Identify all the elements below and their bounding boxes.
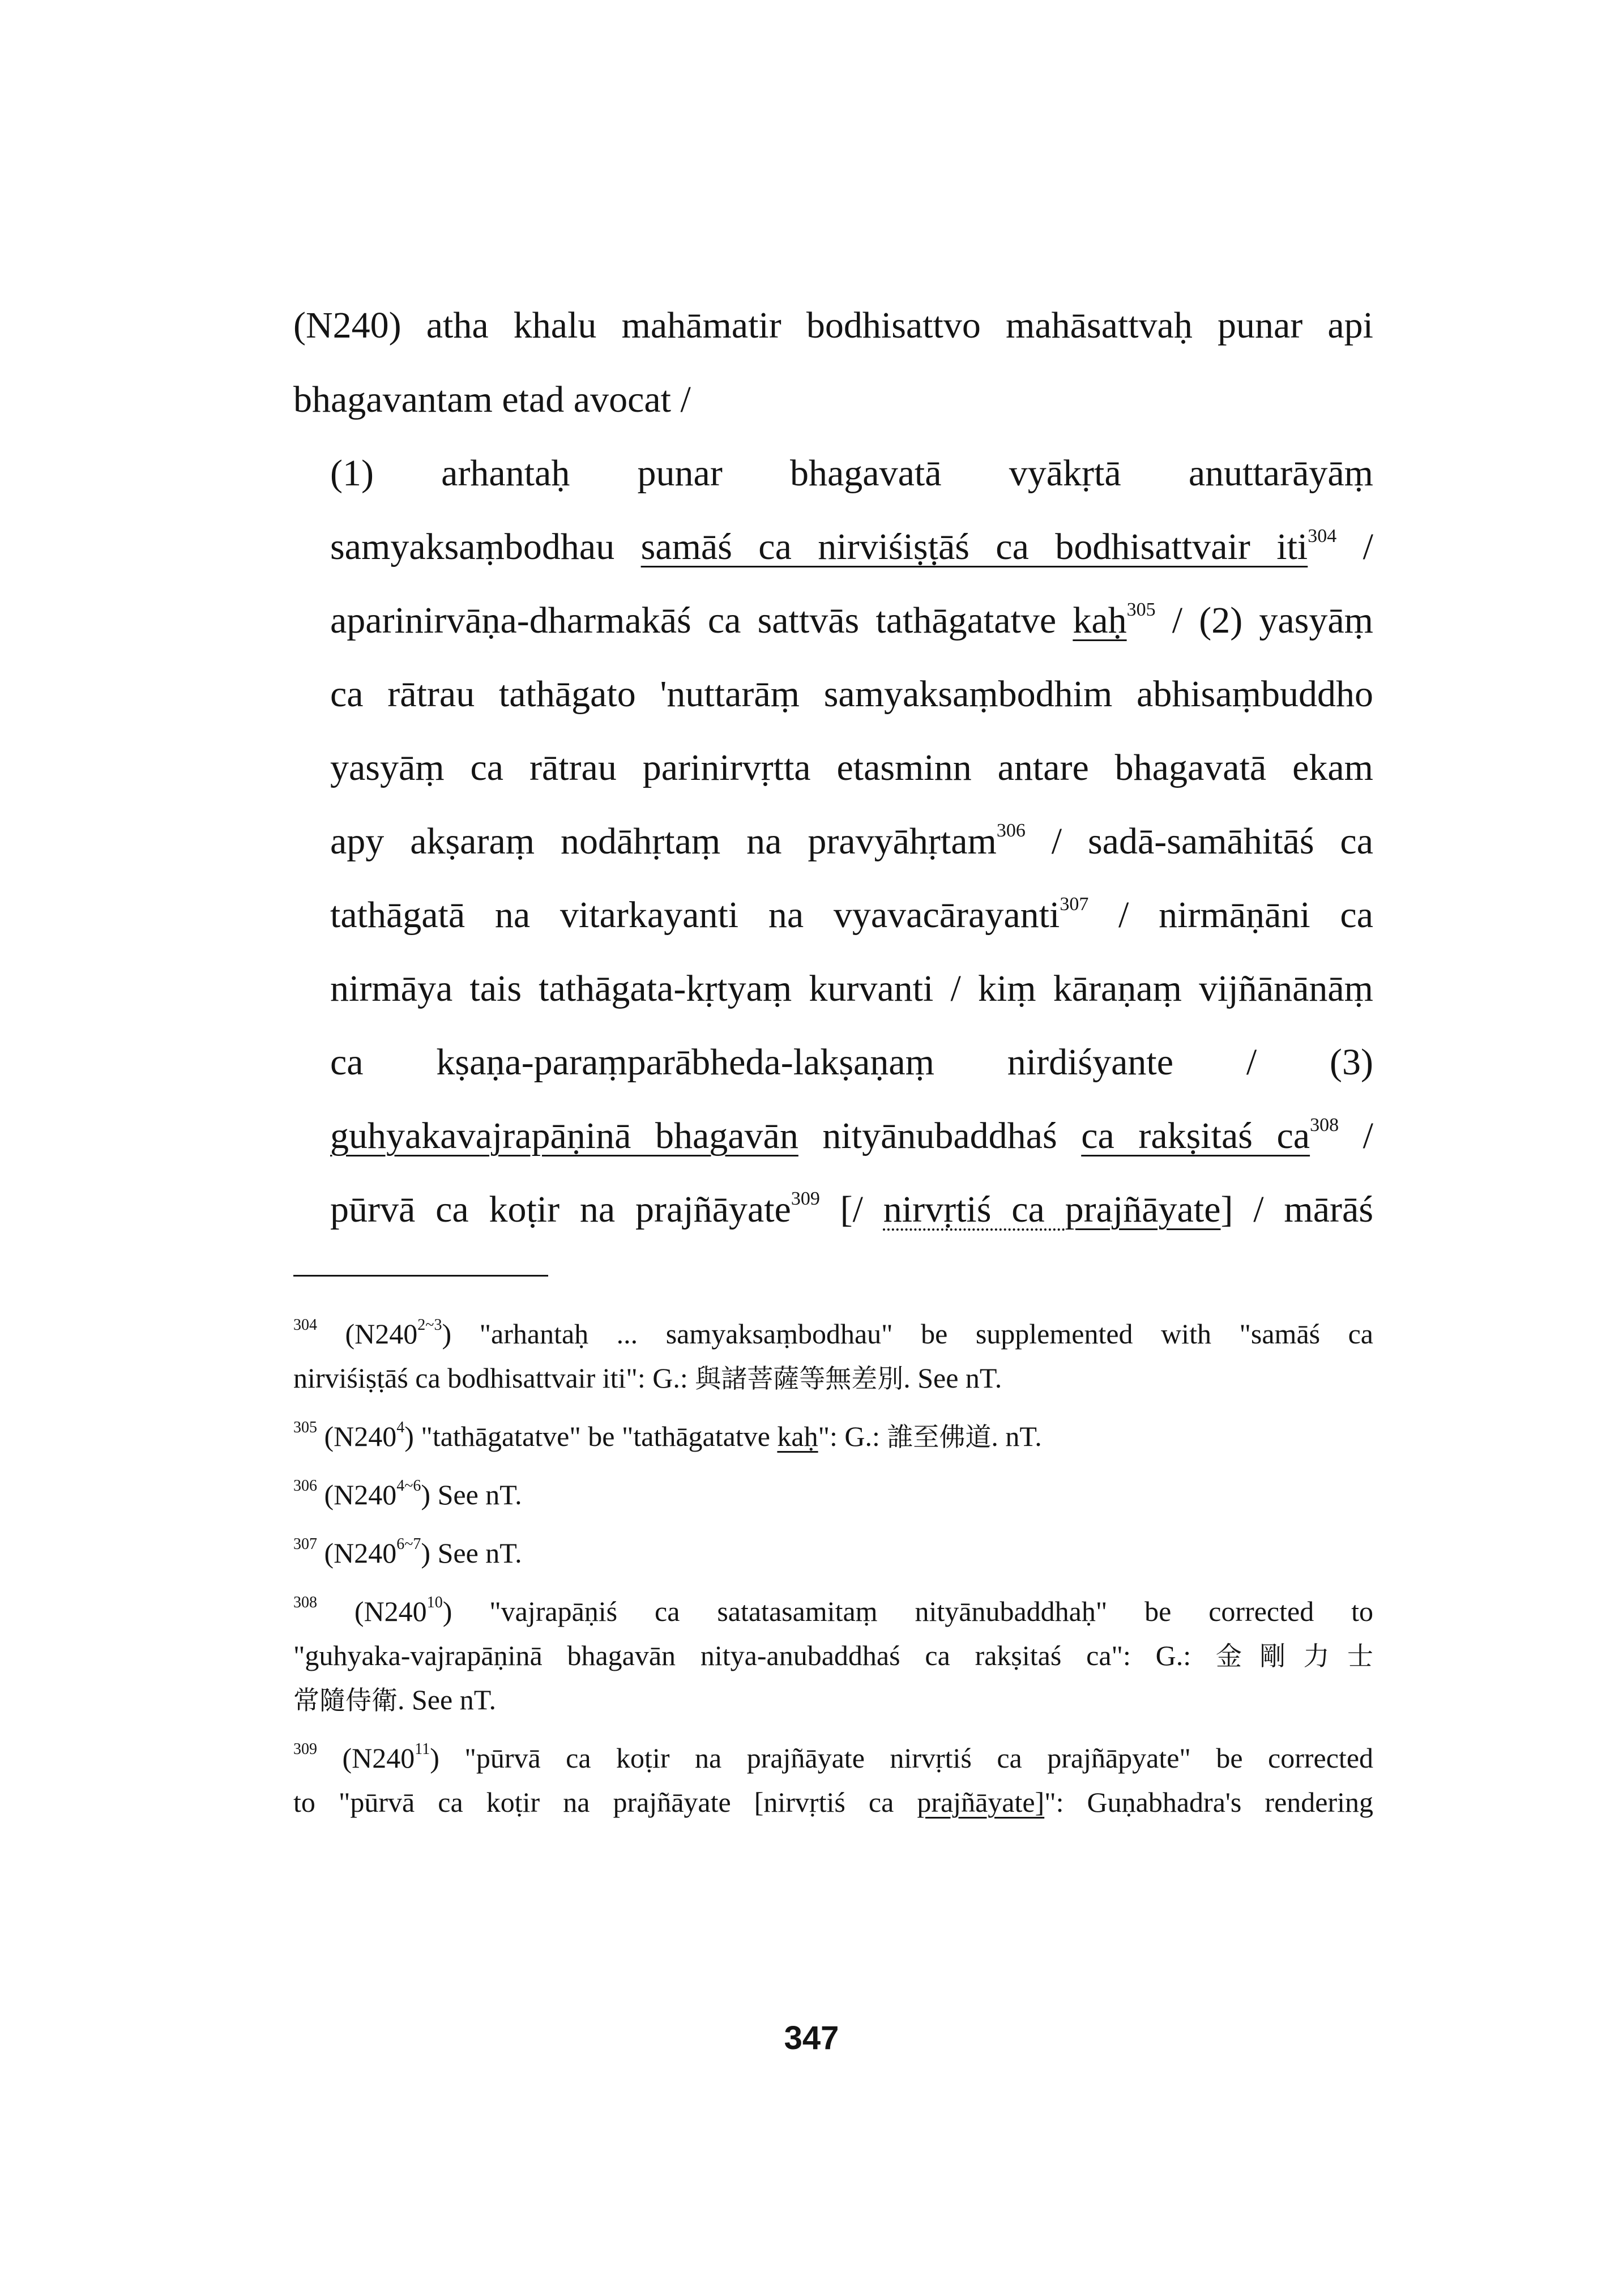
main-line-6: ca rātrau tathāgato 'nuttarāṃ samyaksaṃbodhim abhisaṃbuddho	[330, 673, 1373, 715]
footnote-line: to "pūrvā ca koṭir na prajñāyate [nirvṛtiś ca prajñāyate]": Guṇabhadra's rendering	[293, 1786, 1373, 1818]
underlined-phrase: prajñāyate	[1065, 1189, 1221, 1230]
footnote-line: $^{304}$ $(N240^{2\sim 3})$ "arhantaḥ ... samyaksaṃbodhau" be supplemented with "samāś ca	[293, 1316, 1374, 1350]
footnote-ref-306: 306	[996, 820, 1026, 841]
footnote-line: $^{307}$ $(N240^{6\sim 7})$ See nT.	[293, 1535, 522, 1569]
main-line-13: pūrvā ca koṭir na prajñāyate$^{309}$ [/ nirvṛtiś ca prajñāyate] / mārāś	[330, 1188, 1373, 1230]
footnote-ref-307: 307	[1060, 894, 1089, 915]
footnote-line: "guhyaka-vajrapāṇinā bhagavān nitya-anubaddhaś ca rakṣitaś ca": G.: 金剛力士	[293, 1640, 1374, 1671]
footnote-ref-304: 304	[1308, 526, 1337, 547]
main-line-9: tathāgatā na vitarkayanti na vyavacārayanti$^{307}$ / nirmāṇāni ca	[330, 894, 1373, 936]
dotted-underlined-phrase: nirvṛtiś ca	[883, 1189, 1065, 1230]
footnote-ref-308: 308	[1310, 1115, 1339, 1136]
footnote-separator	[293, 1275, 548, 1277]
footnote-line: nirviśiṣṭāś ca bodhisattvair iti": G.: 與諸菩薩等無差別. See nT.	[293, 1362, 1002, 1394]
main-line-4: samyaksaṃbodhau samāś ca nirviśiṣṭāś ca bodhisattvair iti$^{304}$ /	[330, 526, 1373, 567]
footnote-line: $^{309}$ $(N240^{11})$ "pūrvā ca koṭir na prajñāyate nirvṛtiś ca prajñāpyate" be corrected	[293, 1740, 1374, 1774]
footnote-ref-305: 305	[1126, 599, 1156, 620]
footnote-ref-309: 309	[791, 1188, 820, 1209]
main-line-5: aparinirvāṇa-dharmakāś ca sattvās tathāgatatve kaḥ$^{305}$ / (2) yasyāṃ	[330, 599, 1373, 641]
underlined-phrase: guhyakavajrapāṇinā bhagavān	[330, 1115, 798, 1156]
main-line-1: (N240) atha khalu mahāmatir bodhisattvo mahāsattvaḥ punar api	[293, 305, 1373, 346]
footnote-line: 常隨侍衛. See nT.	[293, 1684, 497, 1715]
main-line-12: guhyakavajrapāṇinā bhagavān nityānubaddhaś ca rakṣitaś $ca^{308}$ /	[330, 1115, 1373, 1156]
main-line-2: bhagavantam etad avocat /	[293, 379, 691, 420]
footnote-line: $^{306}$ $(N240^{4\sim 6})$ See nT.	[293, 1477, 522, 1510]
footnote-line: $^{305}$ $(N240^4)$ "tathāgatatve" be "tathāgatatve kaḥ": G.: 誰至佛道. nT.	[293, 1419, 1042, 1452]
underlined-phrase: samāś ca nirviśiṣṭāś ca bodhisattvair iti	[640, 526, 1308, 567]
main-line-11: ca kṣaṇa-paraṃparābheda-lakṣaṇaṃ nirdiśyante / (3)	[330, 1042, 1373, 1083]
main-line-7: yasyāṃ ca rātrau parinirvṛtta etasminn antare bhagavatā ekam	[330, 747, 1373, 788]
page-number: 347	[784, 2020, 839, 2056]
main-line-3: (1) arhantaḥ punar bhagavatā vyākṛtā anuttarāyāṃ	[330, 453, 1373, 494]
footnote-line: $^{308}$ $(N240^{10})$ "vajrapāṇiś ca satatasamitaṃ nityānubaddhaḥ" be corrected to	[293, 1594, 1374, 1627]
main-line-10: nirmāya tais tathāgata-kṛtyaṃ kurvanti / kiṃ kāraṇaṃ vijñānānāṃ	[330, 968, 1373, 1009]
underlined-phrase: ca rakṣitaś ca	[1081, 1115, 1310, 1156]
main-line-8: apy akṣaraṃ nodāhṛtaṃ na pravyāhṛtam$^{306}$ / sadā-samāhitāś ca	[330, 820, 1373, 862]
underlined-phrase: kaḥ	[1073, 600, 1127, 641]
